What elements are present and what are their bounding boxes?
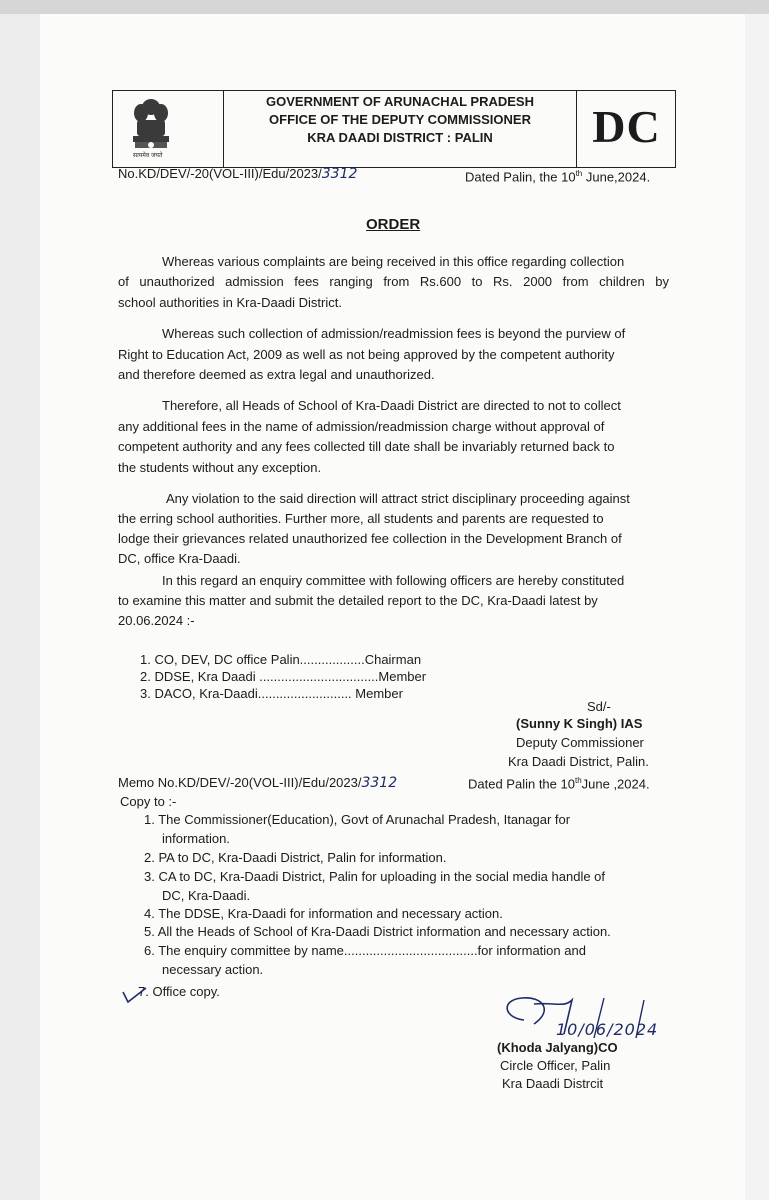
top-bar: [0, 0, 769, 14]
para4-line-3: lodge their grievances related unauthorized fee collection in the Development Branch of: [118, 531, 622, 546]
para3-line-4: the students without any exception.: [118, 460, 322, 475]
para3-line-1: Therefore, all Heads of School of Kra-Daadi District are directed to not to collect: [162, 398, 621, 413]
copy-item-5: 5. All the Heads of School of Kra-Daadi District information and necessary action.: [144, 924, 611, 939]
committee-item-1: 1. CO, DEV, DC office Palin..................Chairman: [140, 652, 422, 667]
reference-date-sup: th: [575, 169, 583, 178]
page-margin-left: [0, 14, 40, 1200]
para1-line-2: of unauthorized admission fees ranging from Rs.600 to Rs. 2000 from children by: [118, 274, 669, 289]
para1-line-1: Whereas various complaints are being received in this office regarding collection: [162, 254, 625, 269]
letterhead-line-2: OFFICE OF THE DEPUTY COMMISSIONER: [269, 112, 531, 127]
order-title: ORDER: [366, 216, 421, 233]
letterhead-text: [224, 91, 577, 167]
emblem-motto: सत्यमेव जयते: [133, 152, 163, 159]
copy-item-6-cont: necessary action.: [162, 962, 264, 977]
letterhead-line-3: KRA DAADI DISTRICT : PALIN: [307, 130, 493, 145]
para4-line-2: the erring school authorities. Further more, all students and parents are requested to: [118, 511, 604, 526]
copy-item-3: 3. CA to DC, Kra-Daadi District, Palin for uploading in the social media handle of: [144, 869, 606, 884]
endorsement-handwritten-date: 10/06/2024: [556, 1020, 659, 1039]
para2-line-1: Whereas such collection of admission/readmission fees is beyond the purview of: [162, 326, 626, 341]
state-emblem-icon: [113, 91, 223, 167]
para5-line-2: to examine this matter and submit the detailed report to the DC, Kra-Daadi latest by: [118, 593, 598, 608]
memo-date-sup: th: [574, 776, 582, 785]
para2-line-2: Right to Education Act, 2009 as well as not being approved by the competent authority: [118, 347, 615, 362]
memo-number-text: Memo No.KD/DEV/-20(VOL-III)/Edu/2023/: [118, 775, 362, 790]
reference-date: [465, 164, 650, 187]
dc-mark: DC: [592, 101, 661, 152]
endorsement-place: Kra Daadi Distrcit: [502, 1076, 604, 1091]
para3-line-2: any additional fees in the name of admission/readmission charge without approval of: [118, 419, 605, 434]
para4-line-4: DC, office Kra-Daadi.: [118, 551, 241, 566]
signatory-designation: Deputy Commissioner: [516, 735, 644, 750]
para1-line-3: school authorities in Kra-Daadi District.: [118, 295, 342, 310]
memo-date-text: Dated Palin the 10: [468, 776, 575, 792]
memo-handwritten-number: 3312: [361, 775, 398, 791]
reference-handwritten-number: 3312: [321, 166, 358, 182]
copy-item-6: 6. The enquiry committee by name.....................................for information and: [144, 943, 586, 958]
copy-item-1-cont: information.: [162, 831, 230, 846]
memo-date: [468, 771, 650, 794]
page-margin-right: [745, 14, 769, 1200]
para4-line-1: Any violation to the said direction will attract strict disciplinary proceeding against: [166, 491, 630, 506]
reference-date-text: Dated Palin, the 10: [465, 169, 576, 185]
copy-item-1: 1. The Commissioner(Education), Govt of Arunachal Pradesh, Itanagar for: [144, 812, 571, 827]
tick-mark-icon: [120, 984, 150, 1006]
para3-line-3: competent authority and any fees collected till date shall be invariably returned back to: [118, 439, 615, 454]
copy-item-3-cont: DC, Kra-Daadi.: [162, 888, 251, 903]
memo-number: [118, 773, 397, 793]
signatory-sd: Sd/-: [587, 699, 611, 714]
signatory-name: (Sunny K Singh) IAS: [516, 716, 643, 731]
memo-date-end: June ,2024.: [581, 776, 650, 792]
committee-item-2: 2. DDSE, Kra Daadi .................................Member: [140, 669, 427, 684]
copy-to-label: Copy to :-: [120, 794, 177, 809]
para5-line-1: In this regard an enquiry committee with following officers are hereby constituted: [162, 573, 625, 588]
endorsement-name: (Khoda Jalyang)CO: [497, 1040, 618, 1055]
committee-item-3: 3. DACO, Kra-Daadi.......................... Member: [140, 686, 403, 701]
para2-line-3: and therefore deemed as extra legal and unauthorized.: [118, 367, 435, 382]
reference-date-end: June,2024.: [582, 169, 651, 185]
reference-number: [118, 164, 357, 184]
copy-item-7: 7. Office copy.: [138, 984, 220, 999]
letterhead-line-1: GOVERNMENT OF ARUNACHAL PRADESH: [266, 94, 534, 109]
emblem-cell: [113, 91, 224, 167]
para5-line-3: 20.06.2024 :-: [118, 613, 195, 628]
endorsement-designation: Circle Officer, Palin: [500, 1058, 611, 1073]
letterhead: [112, 90, 676, 168]
reference-number-text: No.KD/DEV/-20(VOL-III)/Edu/2023/: [118, 166, 322, 181]
copy-item-4: 4. The DDSE, Kra-Daadi for information and necessary action.: [144, 906, 503, 921]
copy-item-2: 2. PA to DC, Kra-Daadi District, Palin for information.: [144, 850, 447, 865]
signatory-place: Kra Daadi District, Palin.: [508, 754, 649, 769]
